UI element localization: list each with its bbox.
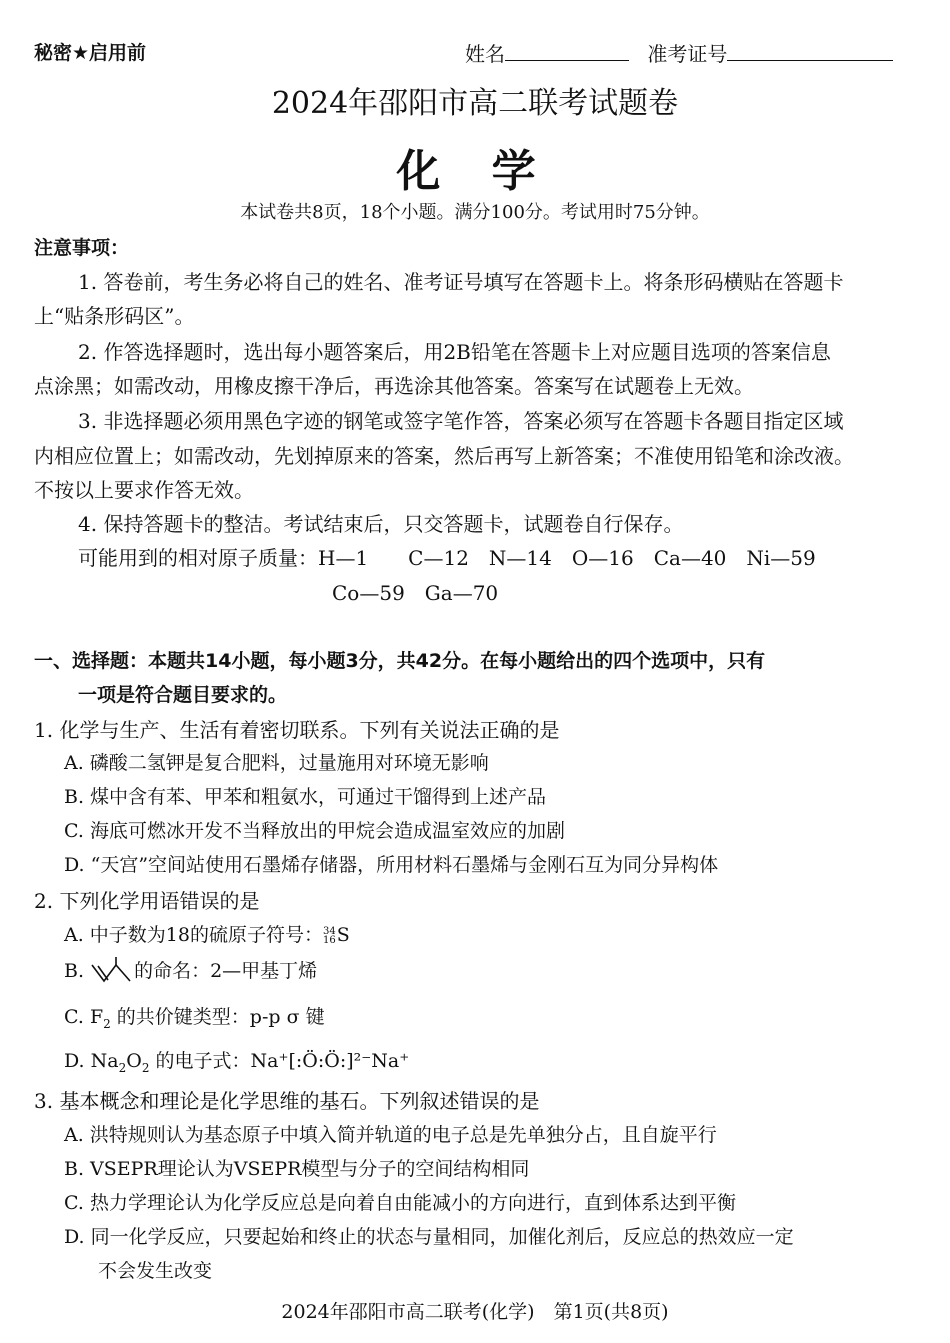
atomic-masses-2: Co—59 Ga—70: [332, 581, 499, 605]
q2-d-sub2: 2: [141, 1060, 150, 1075]
q2-c-text: C. F: [64, 1006, 104, 1028]
notice-1a: 1. 答卷前，考生务必将自己的姓名、准考证号填写在答题卡上。将条形码横贴在答题卡: [78, 270, 844, 294]
q2-a-text: A. 中子数为18的硫原子符号：: [64, 924, 323, 946]
q2-option-c: [64, 1002, 325, 1031]
notice-3c: 不按以上要求作答无效。: [34, 478, 254, 502]
exam-title: 2024年邵阳市高二联考试题卷: [271, 86, 679, 121]
q2-c-sub: 2: [103, 1016, 111, 1031]
notice-1b: 上“贴条形码区”。: [34, 304, 195, 328]
q2-b-text: 的命名：2—甲基丁烯: [134, 960, 318, 982]
confidential-label: 秘密★启用前: [34, 42, 147, 64]
q2-d-mid: O: [126, 1050, 142, 1072]
q3-option-a: A. 洪特规则认为基态原子中填入简并轨道的电子总是先单独分占，且自旋平行: [64, 1124, 717, 1146]
q1-option-b: B. 煤中含有苯、甲苯和粗氨水，可通过干馏得到上述产品: [64, 786, 547, 808]
atomic-mass-row-1: [78, 542, 816, 571]
q2-b-prefix: B.: [64, 960, 85, 982]
notice-3a: 3. 非选择题必须用黑色字迹的钢笔或签字笔作答，答案必须写在答题卡各题目指定区域: [78, 409, 844, 433]
section1-heading-1: 一、选择题：本题共14小题，每小题3分，共42分。在每小题给出的四个选项中，只有: [34, 650, 766, 672]
q3-option-b: B. VSEPR理论认为VSEPR模型与分子的空间结构相同: [64, 1158, 530, 1180]
notices-heading: 注意事项：: [34, 237, 130, 259]
q2-c-rest: 的共价键类型：p-p σ 键: [110, 1006, 325, 1028]
q2-d-sub1: 2: [118, 1060, 127, 1075]
page-footer: 2024年邵阳市高二联考(化学) 第1页(共8页): [281, 1301, 669, 1323]
notice-2a: 2. 作答选择题时，选出每小题答案后，用2B铅笔在答题卡上对应题目选项的答案信息: [78, 340, 831, 364]
name-blank: [505, 40, 629, 61]
q1-option-a: A. 磷酸二氢钾是复合肥料，过量施用对环境无影响: [64, 752, 489, 774]
name-field: [465, 38, 893, 67]
name-label: 姓名: [465, 42, 505, 66]
q2-d-text: D. Na: [64, 1050, 119, 1072]
q2-d-rest: 的电子式：Na⁺[:Ö:Ö:]²⁻Na⁺: [149, 1050, 410, 1072]
atomic-mass-label: 可能用到的相对原子质量：: [78, 546, 318, 570]
atomic-number: 16: [322, 935, 336, 946]
q3-option-d-1: D. 同一化学反应，只要起始和终止的状态与量相同，加催化剂后，反应总的热效应一定: [64, 1226, 794, 1248]
q3-option-c: C. 热力学理论认为化学反应总是向着自由能减小的方向进行，直到体系达到平衡: [64, 1192, 736, 1214]
q3-option-d-2: 不会发生改变: [98, 1260, 213, 1282]
q2-option-b: [64, 956, 317, 987]
alkene-structure-icon: [90, 957, 134, 987]
sulfur-symbol: S: [336, 924, 350, 946]
exam-id-label: 准考证号: [647, 42, 728, 66]
exam-info: 本试卷共8页，18个小题。满分100分。考试用时75分钟。: [240, 202, 710, 223]
isotope-notation: [323, 927, 336, 945]
q3-stem: 3. 基本概念和理论是化学思维的基石。下列叙述错误的是: [34, 1089, 540, 1113]
notice-4: 4. 保持答题卡的整洁。考试结束后，只交答题卡，试题卷自行保存。: [78, 512, 684, 536]
notice-3b: 内相应位置上；如需改动，先划掉原来的答案，然后再写上新答案；不准使用铅笔和涂改液。: [34, 444, 854, 468]
notice-2b: 点涂黑；如需改动，用橡皮擦干净后，再选涂其他答案。答案写在试题卷上无效。: [34, 374, 754, 398]
q2-option-a: [64, 920, 350, 947]
subject-title: 化 学: [396, 146, 554, 197]
q2-option-d: [64, 1046, 409, 1075]
q1-stem: 1. 化学与生产、生活有着密切联系。下列有关说法正确的是: [34, 718, 560, 742]
mass-number: 34: [322, 926, 336, 937]
q1-option-d: D. “天宫”空间站使用石墨烯存储器，所用材料石墨烯与金刚石互为同分异构体: [64, 854, 719, 876]
q1-option-c: C. 海底可燃冰开发不当释放出的甲烷会造成温室效应的加剧: [64, 820, 565, 842]
section1-heading-2: 一项是符合题目要求的。: [78, 684, 288, 706]
exam-id-blank: [727, 40, 893, 61]
atomic-masses-1: H—1 C—12 N—14 O—16 Ca—40 Ni—59: [318, 546, 816, 570]
q2-stem: 2. 下列化学用语错误的是: [34, 889, 260, 913]
